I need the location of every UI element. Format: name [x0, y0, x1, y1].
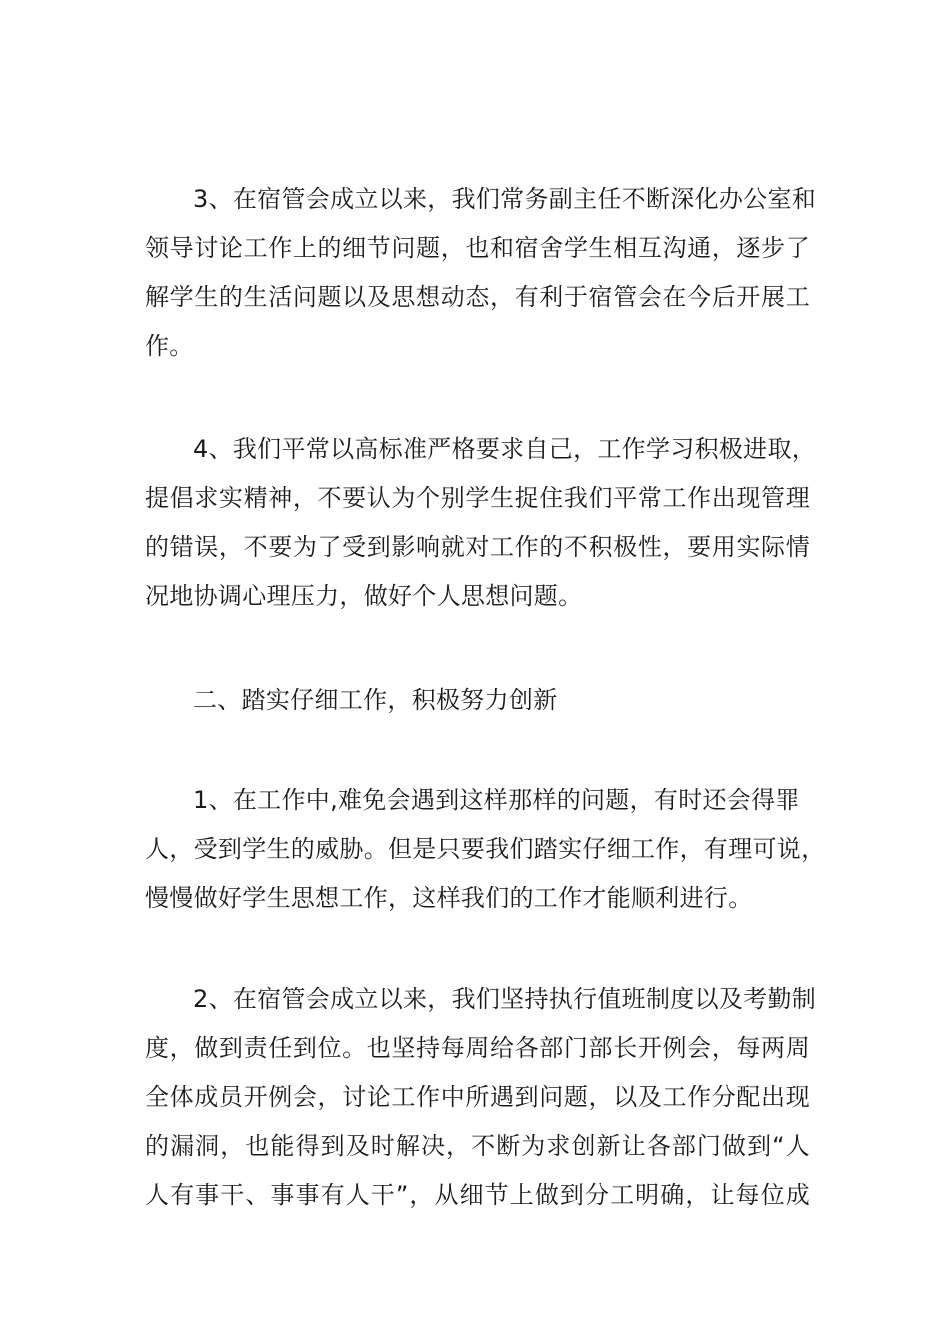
- section-heading-text: 二、踏实仔细工作，积极努力创新: [193, 686, 558, 714]
- paragraph-line: 作。: [145, 332, 194, 360]
- paragraph-line: 人，受到学生的威胁。但是只要我们踏实仔细工作，有理可说，: [145, 835, 826, 863]
- paragraph-line: 况地协调心理压力，做好个人思想问题。: [145, 582, 583, 610]
- paragraph-3: [145, 175, 817, 371]
- section-heading: [145, 676, 810, 725]
- paragraph-line: 3、在宿管会成立以来，我们常务副主任不断深化办公室和: [193, 185, 817, 213]
- paragraph-line: 1、在工作中,难免会遇到这样那样的问题，有时还会得罪: [193, 786, 800, 814]
- paragraph-line: 的错误，不要为了受到影响就对工作的不积极性，要用实际情: [145, 533, 810, 561]
- paragraph-line: 2、在宿管会成立以来，我们坚持执行值班制度以及考勤制: [193, 985, 817, 1013]
- paragraph-1: [145, 776, 826, 923]
- paragraph-line: 的漏洞，也能得到及时解决，不断为求创新让各部门做到“人: [145, 1132, 810, 1160]
- paragraph-line: 度，做到责任到位。也坚持每周给各部门部长开例会，每两周: [145, 1034, 810, 1062]
- paragraph-line: 全体成员开例会，讨论工作中所遇到问题，以及工作分配出现: [145, 1083, 810, 1111]
- paragraph-line: 人有事干、事事有人干”，从细节上做到分工明确，让每位成: [145, 1181, 810, 1209]
- paragraph-line: 慢慢做好学生思想工作，这样我们的工作才能顺利进行。: [145, 884, 753, 912]
- paragraph-line: 解学生的生活问题以及思想动态，有利于宿管会在今后开展工: [145, 283, 810, 311]
- paragraph-line: 提倡求实精神，不要认为个别学生捉住我们平常工作出现管理: [145, 484, 810, 512]
- paragraph-line: 4、我们平常以高标准严格要求自己，工作学习积极进取，: [193, 435, 817, 463]
- paragraph-2: [145, 975, 817, 1220]
- paragraph-line: 领导讨论工作上的细节问题，也和宿舍学生相互沟通，逐步了: [145, 234, 810, 262]
- paragraph-4: [145, 425, 817, 621]
